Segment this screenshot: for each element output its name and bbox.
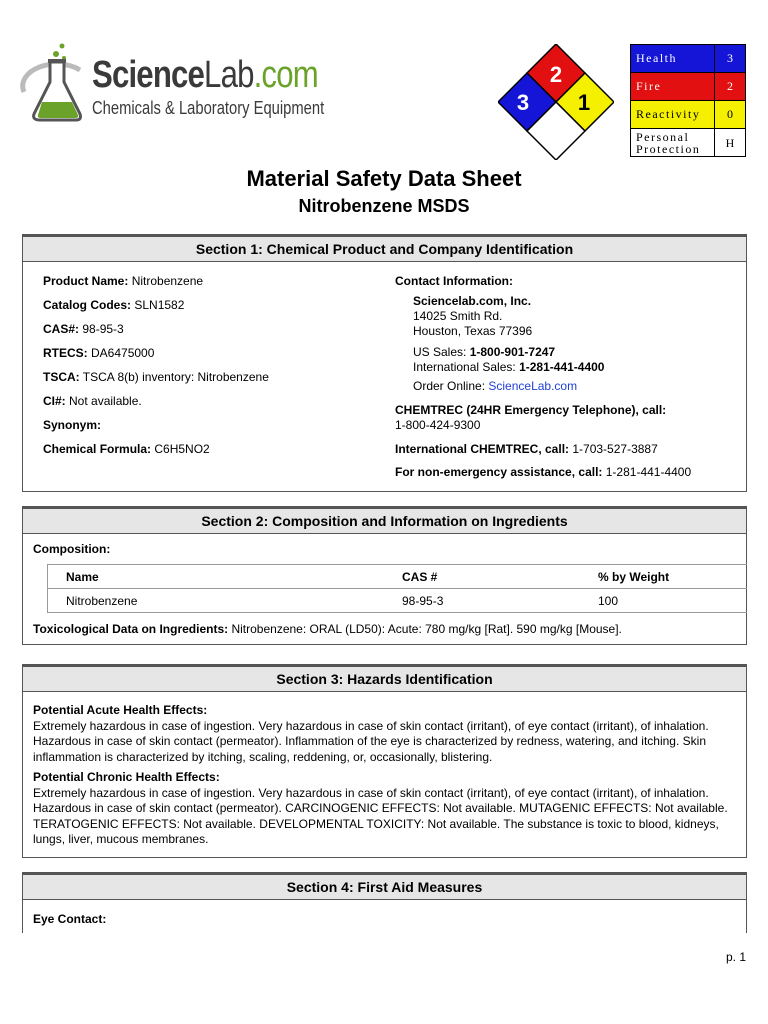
label: Product Name: xyxy=(43,274,129,288)
value: 1-800-901-7247 xyxy=(469,345,556,359)
hazard-row-personal-protection xyxy=(631,129,746,157)
hazard-label-line1: Personal xyxy=(636,129,690,144)
section-3 xyxy=(22,664,747,858)
label: TSCA: xyxy=(43,370,80,384)
hazard-label xyxy=(631,129,715,157)
product-name xyxy=(43,274,203,288)
ci-number xyxy=(43,394,142,408)
logo-text-lab: Lab xyxy=(204,54,254,96)
flask-icon xyxy=(20,40,94,124)
value: Sciencelab.com, Inc. xyxy=(413,294,532,308)
us-sales xyxy=(413,345,555,359)
hazard-label: Reactivity xyxy=(631,101,715,129)
chemtrec-label xyxy=(395,403,666,417)
value: Not available. xyxy=(65,394,142,408)
catalog-codes xyxy=(43,298,184,312)
label: Eye Contact: xyxy=(33,912,107,926)
label: Order Online: xyxy=(413,379,489,393)
cell-name: Nitrobenzene xyxy=(48,589,385,613)
nfpa-reactivity-value: 1 xyxy=(577,90,591,115)
cell-cas: 98-95-3 xyxy=(384,589,580,613)
toxicological-data xyxy=(33,622,622,636)
logo-text-science: Science xyxy=(92,54,205,96)
value: 1-703-527-3887 xyxy=(569,442,658,456)
value: Nitrobenzene xyxy=(128,274,204,288)
hazard-row-reactivity xyxy=(631,101,746,129)
synonym xyxy=(43,418,101,432)
label: Chemical Formula: xyxy=(43,442,152,456)
nfpa-health-value: 3 xyxy=(516,90,530,115)
table-header-row xyxy=(48,565,748,589)
label: US Sales: xyxy=(413,345,470,359)
acute-label: Potential Acute Health Effects: xyxy=(33,703,208,717)
column-header-weight: % by Weight xyxy=(580,565,747,589)
label: CHEMTREC (24HR Emergency Telephone), call: xyxy=(395,403,667,417)
column-header-cas: CAS # xyxy=(384,565,580,589)
value: Nitrobenzene: ORAL (LD50): Acute: 780 mg/kg [Rat]. 590 mg/kg [Mouse]. xyxy=(228,622,622,636)
label: Composition: xyxy=(33,542,111,556)
section-4-heading: Section 4: First Aid Measures xyxy=(23,873,746,900)
hazard-label-line2: Protection xyxy=(636,141,701,156)
label: International Sales: xyxy=(413,360,520,374)
label: CI#: xyxy=(43,394,66,408)
international-sales xyxy=(413,360,604,374)
cell-weight: 100 xyxy=(580,589,747,613)
hazard-value: 0 xyxy=(715,101,746,129)
address-line-2: Houston, Texas 77396 xyxy=(413,324,533,338)
label: Toxicological Data on Ingredients: xyxy=(33,622,229,636)
logo-wordmark xyxy=(92,54,318,97)
chemtrec-phone: 1-800-424-9300 xyxy=(395,418,481,432)
acute-health-effects xyxy=(33,703,733,765)
hazard-value: H xyxy=(715,129,746,157)
section-2-heading: Section 2: Composition and Information on Ingredients xyxy=(23,507,746,534)
sciencelab-link[interactable]: ScienceLab.com xyxy=(488,379,578,393)
value: 1-281-441-4400 xyxy=(519,360,605,374)
chemical-formula xyxy=(43,442,210,456)
hazard-value: 3 xyxy=(715,45,746,73)
label: Synonym: xyxy=(43,418,102,432)
label: Contact Information: xyxy=(395,274,513,288)
cas-number xyxy=(43,322,124,336)
label: CAS#: xyxy=(43,322,80,336)
table-row xyxy=(48,589,748,613)
column-header-name: Name xyxy=(48,565,385,589)
section-2 xyxy=(22,506,747,645)
value: DA6475000 xyxy=(87,346,155,360)
label: RTECS: xyxy=(43,346,88,360)
composition-table xyxy=(47,564,747,613)
section-1-heading: Section 1: Chemical Product and Company Identification xyxy=(23,235,746,262)
contact-information-label xyxy=(395,274,513,288)
nfpa-diamond xyxy=(498,44,614,160)
section-4 xyxy=(22,872,747,933)
label: Catalog Codes: xyxy=(43,298,132,312)
non-emergency-assistance xyxy=(395,465,691,479)
eye-contact-label xyxy=(33,912,106,926)
document-title: Material Safety Data Sheet xyxy=(246,166,522,191)
hazard-value: 2 xyxy=(715,73,746,101)
hazard-row-fire xyxy=(631,73,746,101)
section-3-heading: Section 3: Hazards Identification xyxy=(23,665,746,692)
page-number: p. 1 xyxy=(725,950,746,964)
address-line-1: 14025 Smith Rd. xyxy=(413,309,503,323)
hazard-label: Health xyxy=(631,45,715,73)
chronic-label: Potential Chronic Health Effects: xyxy=(33,770,220,784)
rtecs xyxy=(43,346,154,360)
hazard-label: Fire xyxy=(631,73,715,101)
order-online xyxy=(413,379,577,393)
value: TSCA 8(b) inventory: Nitrobenzene xyxy=(79,370,269,384)
logo-tagline: Chemicals & Laboratory Equipment xyxy=(92,98,325,118)
acute-text: Extremely hazardous in case of ingestion. Very hazardous in case of skin contact (irritant), of eye contact (irritant), of inhalation. Hazardous in case of skin contact (permeator). Inflammation of the eye is characterized by redness, watering, and itching. Skin inflammation is characterized by itching, scaling, reddening, or, occasionally, blistering. xyxy=(33,718,709,764)
composition-label xyxy=(33,542,110,556)
document-subtitle: Nitrobenzene MSDS xyxy=(298,196,470,216)
sciencelab-logo xyxy=(20,40,325,124)
value: SLN1582 xyxy=(131,298,185,312)
chronic-text: Extremely hazardous in case of ingestion. Very hazardous in case of skin contact (irritant), of eye contact (irritant), of inhalation. Hazardous in case of skin contact (permeator). CARCINOGENIC EFFECTS: Not available. MUTAGENIC EFFECTS: Not available. TERATOGENIC EFFECTS: Not available. DEVELOPMENTAL TOXICITY: Not available. The substance is toxic to blood, kidneys, lungs, liver, mucous membranes. xyxy=(33,785,728,846)
hazard-row-health xyxy=(631,45,746,73)
tsca xyxy=(43,370,269,384)
value: 98-95-3 xyxy=(79,322,124,336)
label: For non-emergency assistance, call: xyxy=(395,465,603,479)
label: International CHEMTREC, call: xyxy=(395,442,570,456)
value: 1-281-441-4400 xyxy=(602,465,692,479)
international-chemtrec xyxy=(395,442,658,456)
logo-text-com: .com xyxy=(253,54,318,96)
value: C6H5NO2 xyxy=(151,442,210,456)
chronic-health-effects xyxy=(33,770,733,848)
company-name xyxy=(413,294,531,308)
hazard-rating-table xyxy=(630,44,746,157)
section-1 xyxy=(22,234,747,492)
nfpa-fire-value: 2 xyxy=(549,62,563,87)
